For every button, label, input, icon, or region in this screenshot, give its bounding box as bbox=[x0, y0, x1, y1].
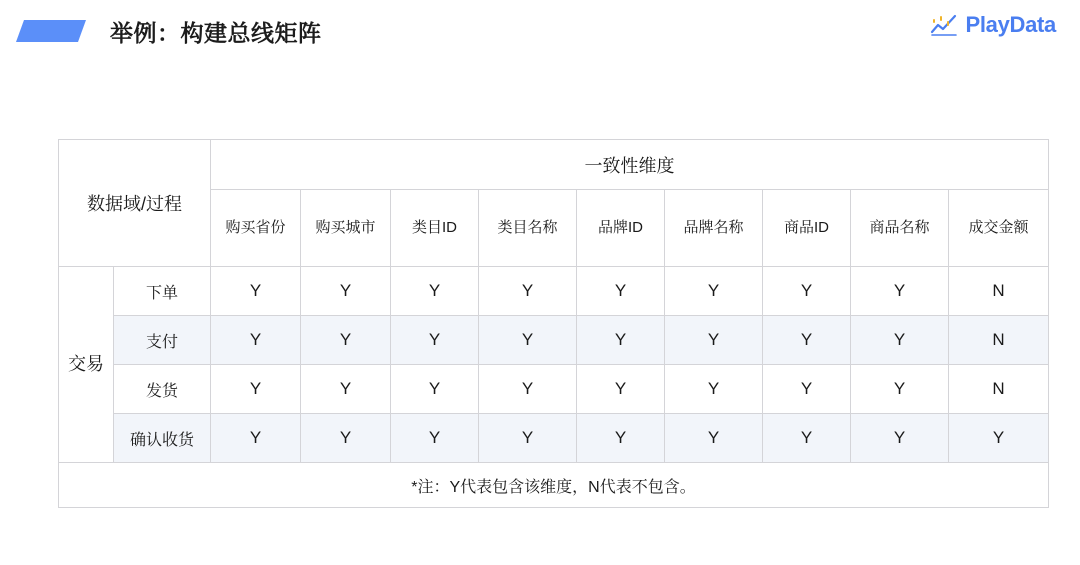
matrix-cell: Y bbox=[851, 365, 949, 414]
matrix-corner-label: 数据域/过程 bbox=[59, 140, 211, 267]
process-label: 下单 bbox=[114, 267, 211, 316]
matrix-cell: Y bbox=[391, 267, 479, 316]
matrix-cell: Y bbox=[949, 414, 1049, 463]
process-label: 发货 bbox=[114, 365, 211, 414]
matrix-cell: Y bbox=[211, 414, 301, 463]
matrix-cell: N bbox=[949, 267, 1049, 316]
table-row bbox=[59, 267, 1049, 316]
matrix-cell: Y bbox=[479, 316, 577, 365]
dimension-header: 商品ID bbox=[763, 190, 851, 267]
matrix-table bbox=[58, 139, 1049, 508]
matrix-cell: Y bbox=[577, 414, 665, 463]
matrix-cell: Y bbox=[301, 267, 391, 316]
matrix-cell: Y bbox=[763, 414, 851, 463]
matrix-cell: Y bbox=[577, 316, 665, 365]
matrix-cell: Y bbox=[665, 267, 763, 316]
matrix-cell: Y bbox=[763, 267, 851, 316]
page-header bbox=[0, 0, 1080, 62]
matrix-cell: N bbox=[949, 365, 1049, 414]
process-label: 支付 bbox=[114, 316, 211, 365]
table-row bbox=[59, 414, 1049, 463]
matrix-cell: Y bbox=[665, 365, 763, 414]
matrix-cell: Y bbox=[479, 267, 577, 316]
matrix-cell: Y bbox=[851, 267, 949, 316]
page-title: 举例：构建总线矩阵 bbox=[110, 19, 322, 46]
matrix-cell: Y bbox=[763, 365, 851, 414]
matrix-cell: Y bbox=[391, 414, 479, 463]
dimension-header: 品牌名称 bbox=[665, 190, 763, 267]
matrix-cell: Y bbox=[479, 414, 577, 463]
dimension-header: 类目名称 bbox=[479, 190, 577, 267]
matrix-cell: Y bbox=[391, 316, 479, 365]
dimension-header: 购买城市 bbox=[301, 190, 391, 267]
dimension-header: 类目ID bbox=[391, 190, 479, 267]
matrix-cell: Y bbox=[391, 365, 479, 414]
matrix-cell: Y bbox=[665, 316, 763, 365]
matrix-cell: Y bbox=[211, 365, 301, 414]
chart-line-icon bbox=[930, 13, 958, 37]
matrix-header-group-row bbox=[59, 140, 1049, 190]
matrix-cell: Y bbox=[665, 414, 763, 463]
matrix-cell: Y bbox=[301, 365, 391, 414]
dimension-header: 成交金额 bbox=[949, 190, 1049, 267]
matrix-cell: Y bbox=[211, 316, 301, 365]
matrix-group-header: 一致性维度 bbox=[211, 140, 1049, 190]
matrix-cell: Y bbox=[301, 316, 391, 365]
matrix-note-row bbox=[59, 463, 1049, 508]
matrix-cell: Y bbox=[577, 267, 665, 316]
domain-label: 交易 bbox=[59, 267, 114, 463]
bus-matrix bbox=[58, 139, 1029, 508]
matrix-cell: Y bbox=[851, 414, 949, 463]
dimension-header: 购买省份 bbox=[211, 190, 301, 267]
matrix-note: *注：Y代表包含该维度，N代表不包含。 bbox=[59, 463, 1049, 508]
matrix-cell: Y bbox=[479, 365, 577, 414]
dimension-header: 品牌ID bbox=[577, 190, 665, 267]
title-marker-shape bbox=[16, 20, 86, 42]
matrix-cell: Y bbox=[577, 365, 665, 414]
dimension-header: 商品名称 bbox=[851, 190, 949, 267]
process-label: 确认收货 bbox=[114, 414, 211, 463]
table-row bbox=[59, 365, 1049, 414]
brand-name: PlayData bbox=[965, 12, 1056, 37]
table-row bbox=[59, 316, 1049, 365]
matrix-cell: Y bbox=[301, 414, 391, 463]
matrix-cell: Y bbox=[763, 316, 851, 365]
brand-logo bbox=[930, 12, 1056, 38]
matrix-cell: Y bbox=[851, 316, 949, 365]
matrix-cell: N bbox=[949, 316, 1049, 365]
matrix-cell: Y bbox=[211, 267, 301, 316]
